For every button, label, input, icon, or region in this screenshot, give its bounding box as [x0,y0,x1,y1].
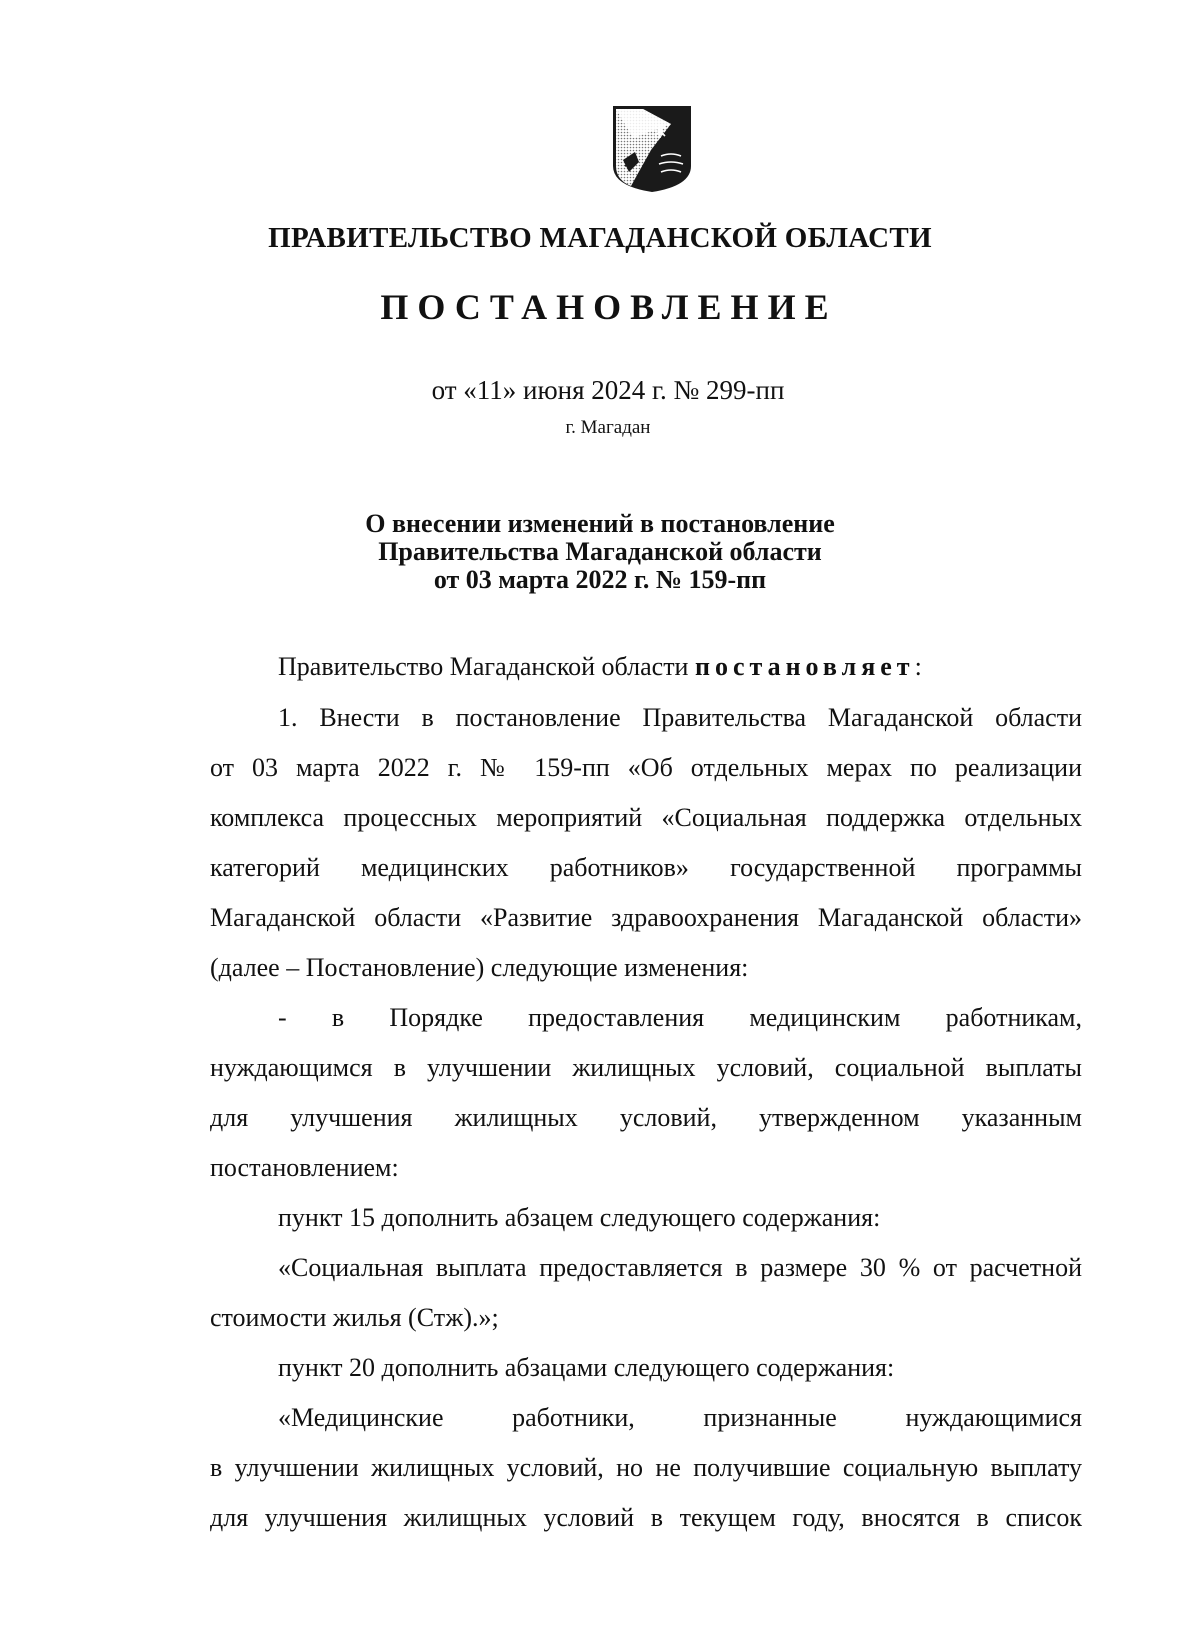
subject-line: О внесении изменений в постановление [365,509,835,538]
body-line: Магаданской области «Развитие здравоохранения Магаданской области» [210,903,1082,932]
body-line: «Медицинские работники, признанные нуждающимися [278,1403,1082,1432]
preamble-colon: : [914,652,922,681]
document-city: г. Магадан [565,417,651,438]
body-line: пункт 20 дополнить абзацами следующего содержания: [278,1353,895,1382]
preamble-text: Правительство Магаданской области [278,652,695,681]
body-line: (далее – Постановление) следующие изменения: [210,953,749,982]
coat-of-arms-icon [611,104,693,194]
body-line: пункт 15 дополнить абзацем следующего содержания: [278,1203,881,1232]
subject-line: от 03 марта 2022 г. № 159-пп [433,565,767,594]
government-name: ПРАВИТЕЛЬСТВО МАГАДАНСКОЙ ОБЛАСТИ [268,222,932,254]
body-line: категорий медицинских работников» государственной программы [210,853,1082,882]
body-line: от 03 марта 2022 г. № 159-пп «Об отдельных мерах по реализации [210,753,1082,782]
body-line: - в Порядке предоставления медицинским работникам, [278,1003,1082,1032]
body-line: «Социальная выплата предоставляется в размере 30 % от расчетной [278,1253,1082,1282]
subject-line: Правительства Магаданской области [378,537,822,566]
body-line: нуждающимся в улучшении жилищных условий, социальной выплаты [210,1053,1082,1082]
preamble [278,652,922,682]
body-line: в улучшении жилищных условий, но не получившие социальную выплату [210,1453,1082,1482]
document-type-title: ПОСТАНОВЛЕНИЕ [380,287,838,327]
body-line: постановлением: [210,1153,399,1182]
body-line: 1. Внести в постановление Правительства Магаданской области [278,703,1082,732]
body-line: стоимости жилья (Стж).»; [210,1303,499,1332]
body-line: комплекса процессных мероприятий «Социальная поддержка отдельных [210,803,1082,832]
preamble-verb: постановляет [694,652,915,681]
body-line: для улучшения жилищных условий, утвержденном указанным [210,1103,1082,1132]
document-date-number: от «11» июня 2024 г. № 299-пп [431,375,785,405]
body-line: для улучшения жилищных условий в текущем году, вносятся в список [210,1503,1082,1532]
